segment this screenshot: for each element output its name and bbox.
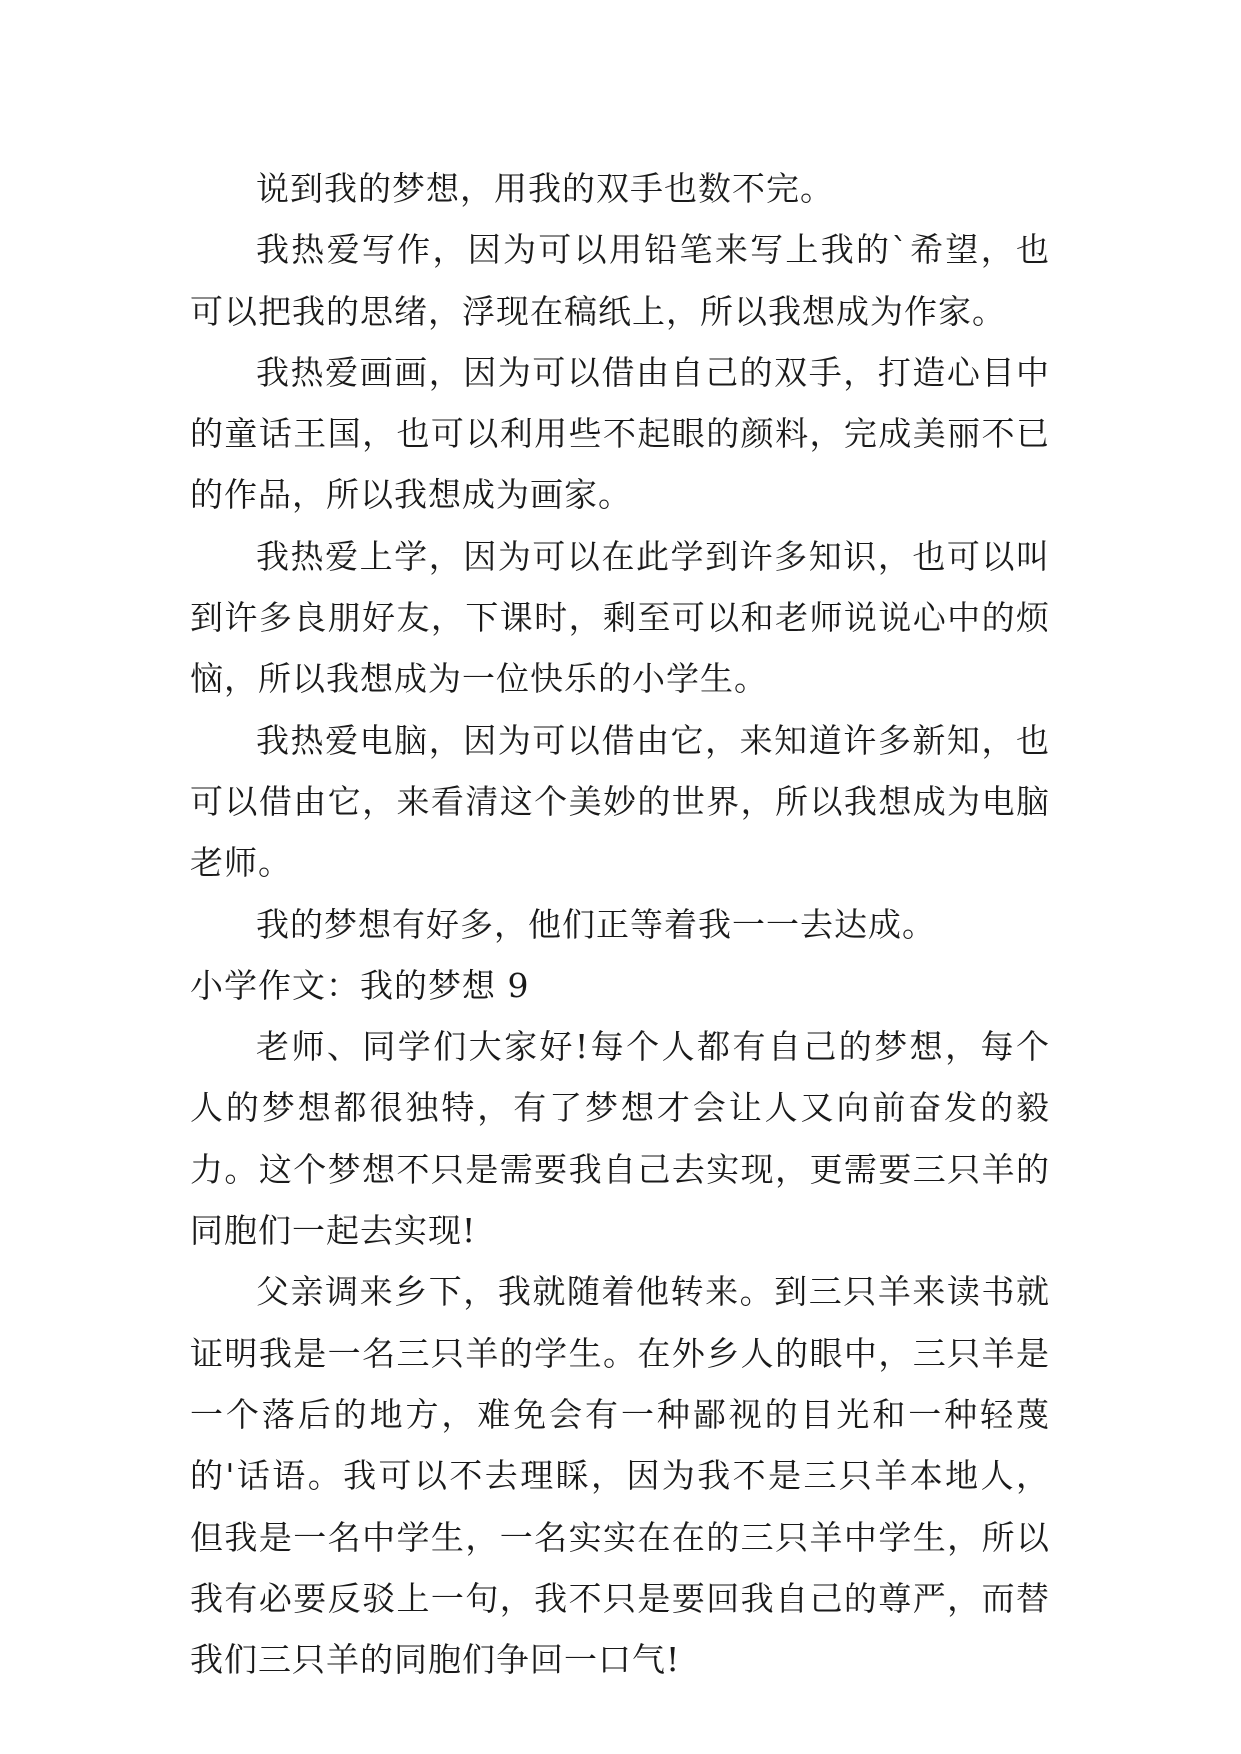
section-heading: 小学作文：我的梦想 9 xyxy=(190,965,530,1005)
paragraph: 父亲调来乡下，我就随着他转来。到三只羊来读书就证明我是一名三只羊的学生。在外乡人的眼中，三只羊是一个落后的地方，难免会有一种鄙视的目光和一种轻蔑的'话语。我可以不去理睬，因为我不是三只羊本地人，但我是一名中学生，一名实实在在的三只羊中学生，所以我有必要反驳上一句，我不只是要回我自己的尊严，而替我们三只羊的同胞们争回一口气! xyxy=(190,1272,1050,1680)
paragraph: 说到我的梦想，用我的双手也数不完。 xyxy=(256,169,834,208)
paragraph: 老师、同学们大家好!每个人都有自己的梦想，每个人的梦想都很独特，有了梦想才会让人又向前奋发的毅力。这个梦想不只是需要我自己去实现，更需要三只羊的同胞们一起去实现! xyxy=(190,1027,1050,1251)
paragraph: 我热爱电脑，因为可以借由它，来知道许多新知，也可以借由它，来看清这个美妙的世界，所以我想成为电脑老师。 xyxy=(190,720,1050,883)
paragraph: 我热爱画画，因为可以借由自己的双手，打造心目中的童话王国，也可以利用些不起眼的颜料，完成美丽不已的作品，所以我想成为画家。 xyxy=(190,352,1050,515)
paragraph: 我热爱写作，因为可以用铅笔来写上我的`希望，也可以把我的思绪，浮现在稿纸上，所以我想成为作家。 xyxy=(190,230,1050,331)
document-body xyxy=(190,158,1050,1690)
paragraph: 我的梦想有好多，他们正等着我一一去达成。 xyxy=(256,904,936,944)
paragraph: 我热爱上学，因为可以在此学到许多知识，也可以叫到许多良朋好友，下课时，剩至可以和老师说说心中的烦恼，所以我想成为一位快乐的小学生。 xyxy=(190,536,1050,699)
